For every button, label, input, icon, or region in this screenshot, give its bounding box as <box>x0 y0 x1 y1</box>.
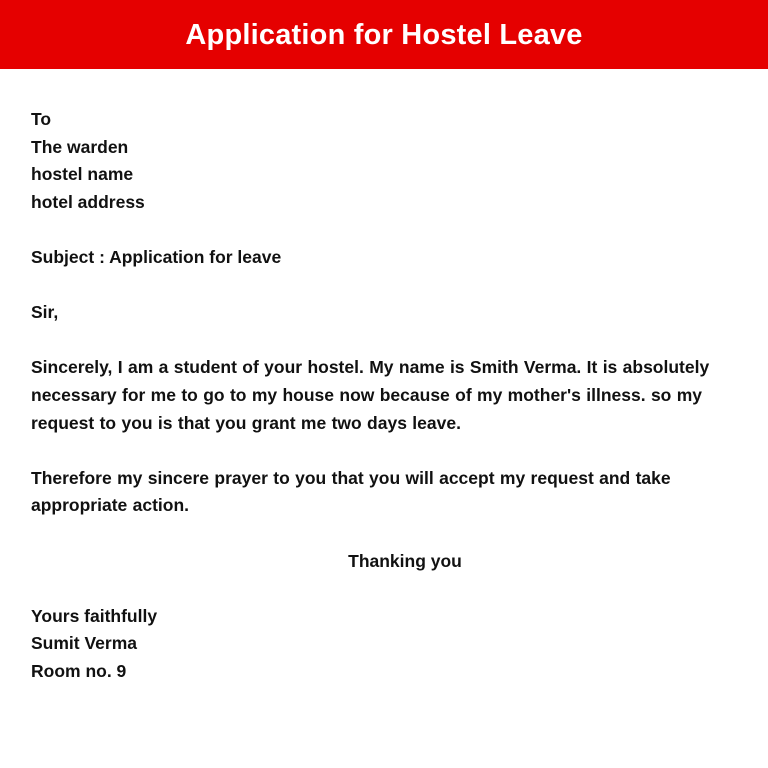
recipient-line-1: To <box>31 109 52 129</box>
spacer <box>31 437 743 465</box>
recipient-line-2: The warden <box>31 136 129 157</box>
spacer <box>31 216 743 244</box>
closing-line: Yours faithfully <box>31 605 158 626</box>
body-paragraph-2: Therefore my sincere prayer to you that you will accept my request and take appropriate action. <box>31 467 671 516</box>
recipient-line-4: hotel address <box>31 191 145 212</box>
title-banner <box>0 0 768 69</box>
recipient-line-3: hostel name <box>31 164 134 185</box>
body-paragraph-1: Sincerely, I am a student of your hostel. My name is Smith Verma. It is absolutely necessary for me to go to my house now because of my mother's illness. so my request to you is that you grant me two days leave. <box>31 357 710 433</box>
spacer <box>31 327 743 355</box>
salutation: Sir, <box>31 302 59 323</box>
spacer <box>31 575 743 603</box>
thanks-line: Thanking you <box>348 550 462 571</box>
subject-line: Subject : Application for leave <box>31 246 282 267</box>
signature-name: Sumit Verma <box>31 633 138 654</box>
page-title: Application for Hostel Leave <box>185 19 583 51</box>
spacer <box>31 272 743 300</box>
letter-body <box>31 106 743 685</box>
spacer <box>31 520 743 548</box>
room-number: Room no. 9 <box>31 660 127 681</box>
